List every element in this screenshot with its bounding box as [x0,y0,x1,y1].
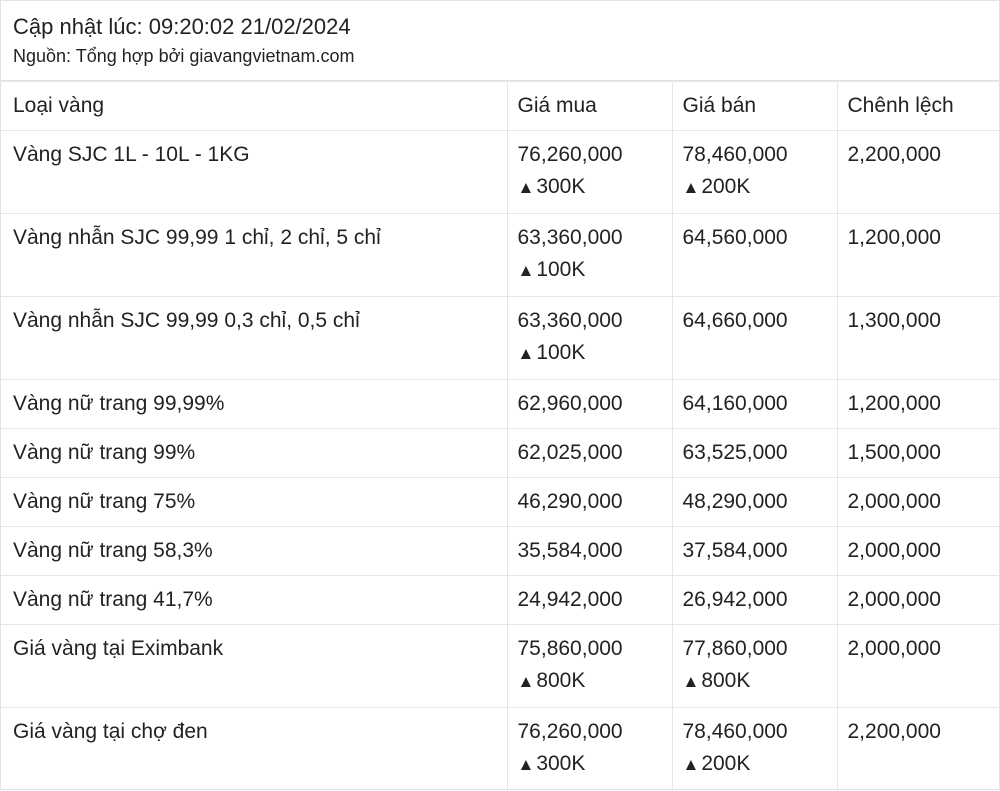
sell-price: 63,525,000 [682,441,788,464]
spread-cell [837,708,1000,791]
spread-value: 1,300,000 [847,309,941,332]
gold-type-cell [1,625,507,708]
change-value: 100K [536,258,586,281]
spread-value: 2,000,000 [847,637,941,660]
table-row [1,527,1000,576]
gold-type-cell [1,478,507,527]
table-row [1,214,1000,297]
gold-type-cell [1,708,507,791]
header-type: Loại vàng [1,82,507,131]
buy-price-cell [507,429,672,478]
buy-price-cell [507,576,672,625]
gold-type-cell [1,527,507,576]
up-triangle-icon: ▲ [517,178,535,197]
sell-price-cell [672,576,837,625]
sell-price: 64,660,000 [682,309,788,332]
sell-change [683,171,827,204]
sell-price-cell [672,297,837,380]
spread-cell [837,625,1000,708]
sell-price: 78,460,000 [682,143,788,166]
buy-price-cell [507,131,672,214]
buy-price-cell [507,297,672,380]
table-row [1,131,1000,214]
gold-type-name: Vàng nữ trang 99% [13,441,196,464]
buy-price: 63,360,000 [517,309,623,332]
gold-type-name: Giá vàng tại Eximbank [13,637,224,660]
buy-change [518,748,662,781]
buy-price: 75,860,000 [517,637,623,660]
spread-cell [837,576,1000,625]
sell-price-cell [672,708,837,791]
spread-cell [837,478,1000,527]
table-row [1,297,1000,380]
up-triangle-icon: ▲ [682,178,700,197]
sell-price-cell [672,380,837,429]
buy-change [518,171,662,204]
sell-price: 78,460,000 [682,720,788,743]
buy-price: 62,960,000 [517,392,623,415]
up-triangle-icon: ▲ [517,755,535,774]
buy-change [518,254,662,287]
up-triangle-icon: ▲ [517,672,535,691]
sell-price-cell [672,625,837,708]
change-value: 200K [701,752,751,775]
gold-type-cell [1,131,507,214]
spread-value: 2,200,000 [847,720,941,743]
spread-cell [837,131,1000,214]
up-triangle-icon: ▲ [682,672,700,691]
buy-price-cell [507,380,672,429]
updated-time: Cập nhật lúc: 09:20:02 21/02/2024 [13,14,351,39]
buy-price: 24,942,000 [517,588,623,611]
sell-price-cell [672,131,837,214]
gold-type-name: Vàng nữ trang 99,99% [13,392,225,415]
buy-price: 63,360,000 [517,226,623,249]
gold-type-name: Vàng nữ trang 41,7% [13,588,213,611]
spread-cell [837,214,1000,297]
source-note: Nguồn: Tổng hợp bởi giavangvietnam.com [13,46,355,66]
spread-value: 2,000,000 [847,490,941,513]
up-triangle-icon: ▲ [517,344,535,363]
change-value: 800K [701,669,751,692]
buy-price: 35,584,000 [517,539,623,562]
table-row [1,708,1000,791]
buy-price-cell [507,478,672,527]
gold-type-cell [1,429,507,478]
up-triangle-icon: ▲ [517,261,535,280]
gold-type-cell [1,576,507,625]
table-row [1,429,1000,478]
sell-price: 37,584,000 [682,539,788,562]
spread-value: 2,000,000 [847,588,941,611]
up-triangle-icon: ▲ [682,755,700,774]
gold-type-cell [1,297,507,380]
buy-price: 76,260,000 [517,143,623,166]
spread-value: 2,000,000 [847,539,941,562]
sell-price-cell [672,478,837,527]
header-diff: Chênh lệch [837,82,1000,131]
spread-value: 1,500,000 [847,441,941,464]
sell-price: 48,290,000 [682,490,788,513]
header-row [1,82,1000,131]
spread-cell [837,380,1000,429]
sell-price-cell [672,214,837,297]
header-sell: Giá bán [672,82,837,131]
buy-price-cell [507,527,672,576]
sell-price: 64,560,000 [682,226,788,249]
sell-change [683,665,827,698]
gold-type-name: Vàng nữ trang 75% [13,490,196,513]
buy-price: 62,025,000 [517,441,623,464]
header-buy: Giá mua [507,82,672,131]
table-row [1,625,1000,708]
buy-price-cell [507,214,672,297]
sell-price-cell [672,429,837,478]
gold-type-name: Vàng nhẫn SJC 99,99 0,3 chỉ, 0,5 chỉ [13,309,360,332]
buy-price: 76,260,000 [517,720,623,743]
spread-cell [837,527,1000,576]
gold-type-name: Vàng nữ trang 58,3% [13,539,213,562]
spread-cell [837,429,1000,478]
sell-price: 64,160,000 [682,392,788,415]
gold-type-name: Vàng nhẫn SJC 99,99 1 chỉ, 2 chỉ, 5 chỉ [13,226,381,249]
sell-price-cell [672,527,837,576]
gold-type-cell [1,214,507,297]
sell-price: 26,942,000 [682,588,788,611]
gold-type-cell [1,380,507,429]
buy-price: 46,290,000 [517,490,623,513]
sell-price: 77,860,000 [682,637,788,660]
table-caption [1,1,1000,81]
gold-type-name: Vàng SJC 1L - 10L - 1KG [13,143,250,166]
spread-value: 1,200,000 [847,392,941,415]
spread-value: 1,200,000 [847,226,941,249]
table-row [1,380,1000,429]
buy-change [518,337,662,370]
buy-price-cell [507,708,672,791]
sell-change [683,748,827,781]
spread-cell [837,297,1000,380]
buy-price-cell [507,625,672,708]
table-row [1,478,1000,527]
change-value: 100K [536,341,586,364]
table-row [1,576,1000,625]
buy-change [518,665,662,698]
change-value: 800K [536,669,586,692]
gold-price-table [1,81,1000,791]
change-value: 200K [701,175,751,198]
change-value: 300K [536,175,586,198]
gold-type-name: Giá vàng tại chợ đen [13,720,208,743]
spread-value: 2,200,000 [847,143,941,166]
change-value: 300K [536,752,586,775]
